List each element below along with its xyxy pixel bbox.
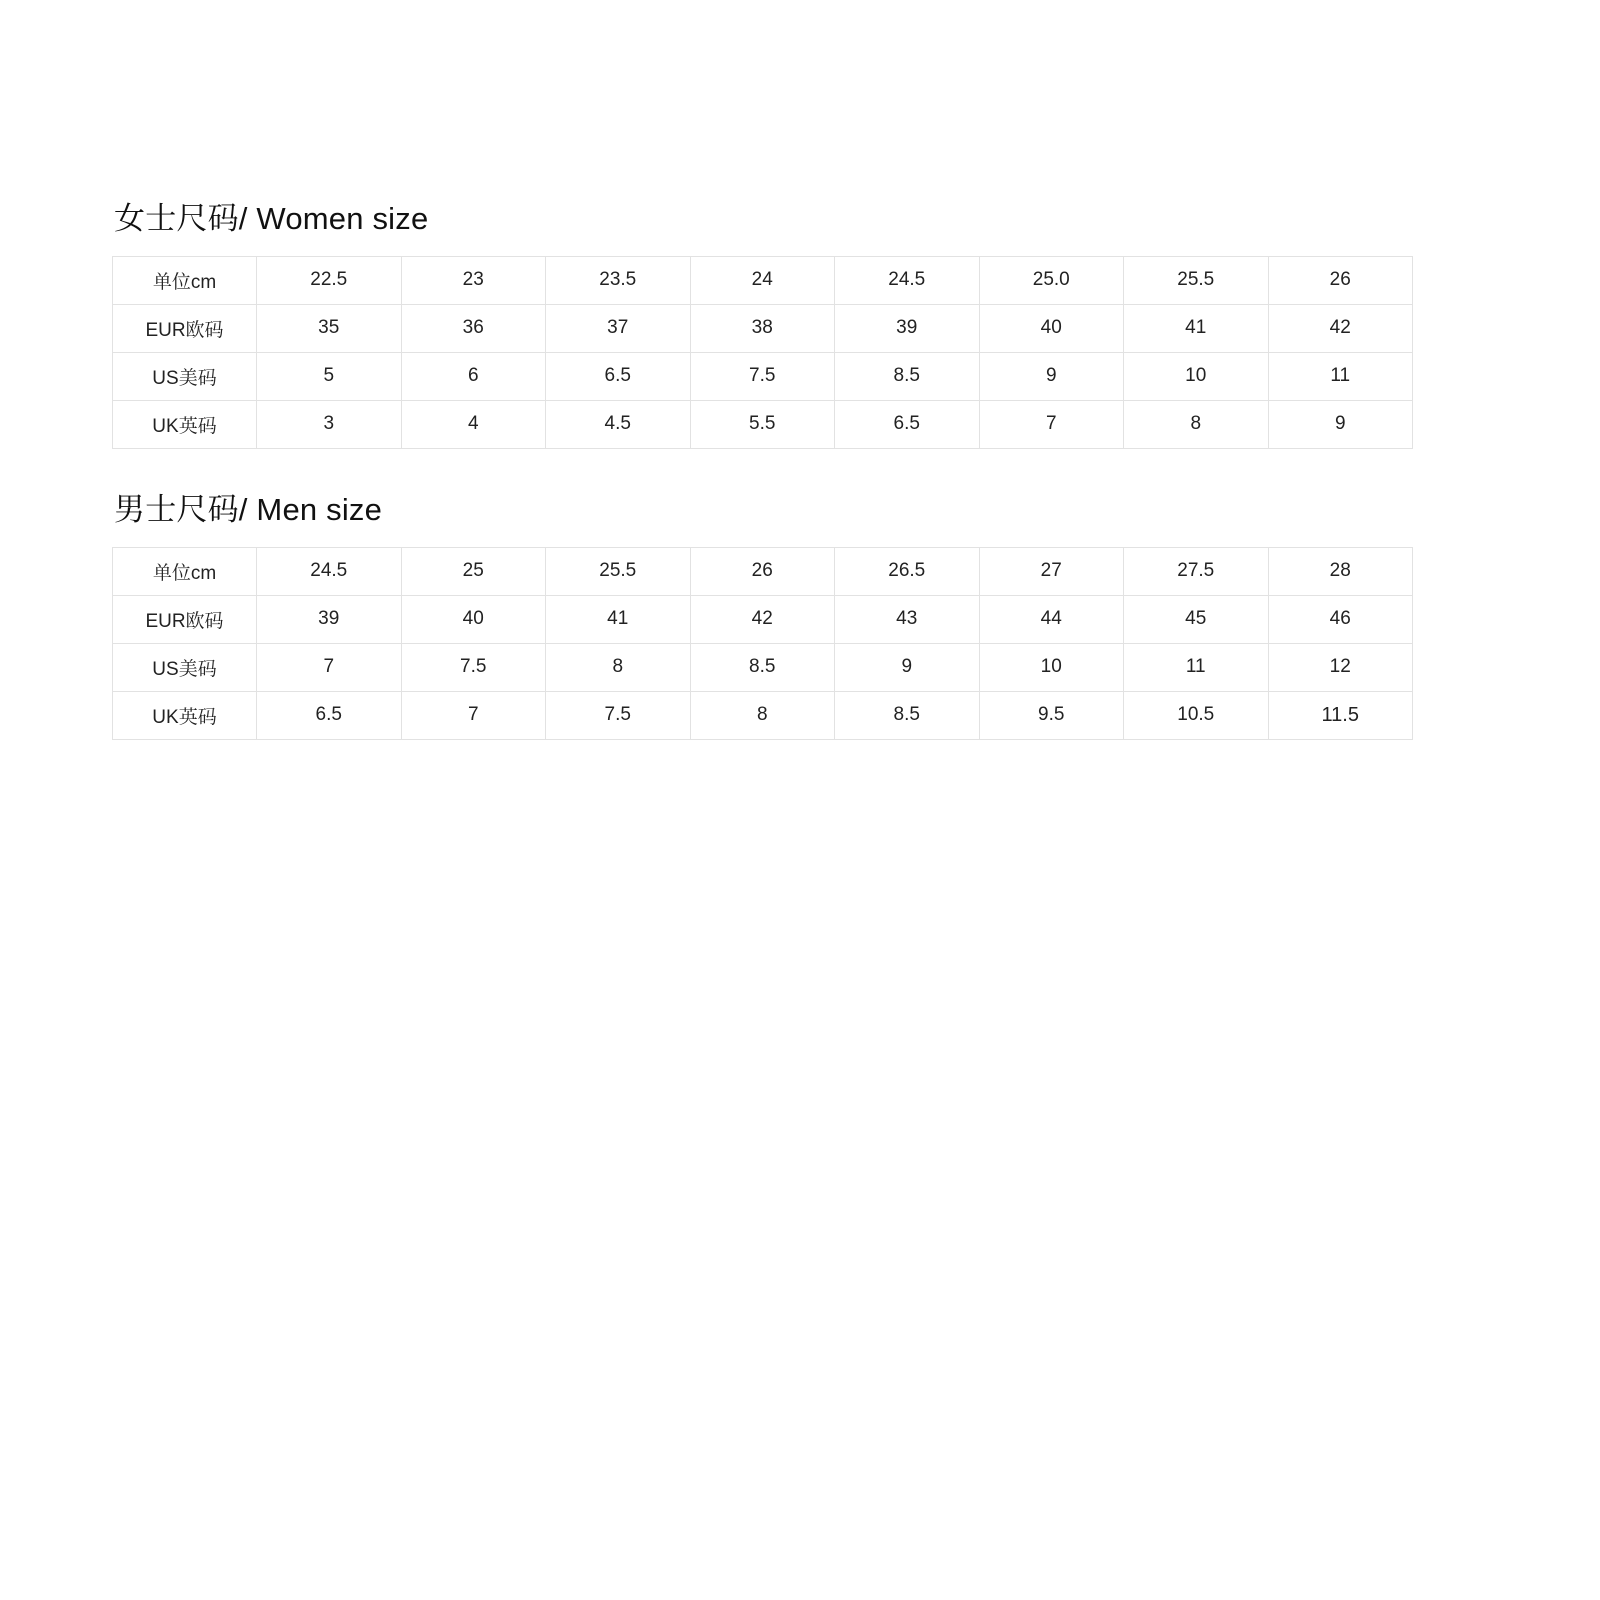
cell: 6.5 <box>257 691 402 739</box>
cell: 22.5 <box>257 256 402 304</box>
table-row <box>113 400 1413 448</box>
cell: 40 <box>401 595 546 643</box>
cell: 43 <box>835 595 980 643</box>
cell: 7 <box>257 643 402 691</box>
row-label: 单位cm <box>113 256 257 304</box>
cell: 45 <box>1124 595 1269 643</box>
cell: 9 <box>835 643 980 691</box>
cell: 42 <box>1268 304 1413 352</box>
cell: 26.5 <box>835 547 980 595</box>
cell: 25.0 <box>979 256 1124 304</box>
row-label: EUR欧码 <box>113 304 257 352</box>
cell: 25.5 <box>1124 256 1269 304</box>
table-row <box>113 256 1413 304</box>
cell: 5 <box>257 352 402 400</box>
cell: 11 <box>1268 352 1413 400</box>
women-size-title: 女士尺码/ Women size <box>114 201 429 236</box>
women-size-section <box>112 200 1412 449</box>
table-row <box>113 643 1413 691</box>
cell: 7.5 <box>690 352 835 400</box>
cell: 38 <box>690 304 835 352</box>
cell: 28 <box>1268 547 1413 595</box>
row-label: US美码 <box>113 643 257 691</box>
cell: 10 <box>1124 352 1269 400</box>
cell: 40 <box>979 304 1124 352</box>
cell: 37 <box>546 304 691 352</box>
cell: 36 <box>401 304 546 352</box>
cell: 41 <box>546 595 691 643</box>
cell: 11.5 <box>1268 691 1413 739</box>
cell: 7 <box>979 400 1124 448</box>
cell: 10.5 <box>1124 691 1269 739</box>
row-label: 单位cm <box>113 547 257 595</box>
cell: 39 <box>257 595 402 643</box>
cell: 9 <box>1268 400 1413 448</box>
cell: 24.5 <box>835 256 980 304</box>
cell: 26 <box>690 547 835 595</box>
cell: 9 <box>979 352 1124 400</box>
cell: 24.5 <box>257 547 402 595</box>
table-row <box>113 304 1413 352</box>
cell: 24 <box>690 256 835 304</box>
row-label: EUR欧码 <box>113 595 257 643</box>
cell: 10 <box>979 643 1124 691</box>
cell: 6.5 <box>546 352 691 400</box>
cell: 4 <box>401 400 546 448</box>
cell: 23.5 <box>546 256 691 304</box>
cell: 6 <box>401 352 546 400</box>
cell: 4.5 <box>546 400 691 448</box>
cell: 11 <box>1124 643 1269 691</box>
cell: 6.5 <box>835 400 980 448</box>
cell: 25 <box>401 547 546 595</box>
cell: 8.5 <box>690 643 835 691</box>
cell: 23 <box>401 256 546 304</box>
cell: 9.5 <box>979 691 1124 739</box>
cell: 44 <box>979 595 1124 643</box>
cell: 39 <box>835 304 980 352</box>
cell: 8.5 <box>835 352 980 400</box>
cell: 7 <box>401 691 546 739</box>
table-row <box>113 691 1413 739</box>
row-label: UK英码 <box>113 400 257 448</box>
cell: 8.5 <box>835 691 980 739</box>
cell: 27 <box>979 547 1124 595</box>
table-row <box>113 547 1413 595</box>
men-size-table <box>112 547 1413 740</box>
row-label: US美码 <box>113 352 257 400</box>
women-size-table <box>112 256 1413 449</box>
table-row <box>113 595 1413 643</box>
cell: 8 <box>546 643 691 691</box>
cell: 27.5 <box>1124 547 1269 595</box>
cell: 35 <box>257 304 402 352</box>
cell: 5.5 <box>690 400 835 448</box>
row-label: UK英码 <box>113 691 257 739</box>
cell: 8 <box>1124 400 1269 448</box>
cell: 26 <box>1268 256 1413 304</box>
cell: 3 <box>257 400 402 448</box>
cell: 8 <box>690 691 835 739</box>
cell: 46 <box>1268 595 1413 643</box>
cell: 25.5 <box>546 547 691 595</box>
table-row <box>113 352 1413 400</box>
men-size-title: 男士尺码/ Men size <box>114 491 383 527</box>
cell: 7.5 <box>546 691 691 739</box>
cell: 42 <box>690 595 835 643</box>
cell: 7.5 <box>401 643 546 691</box>
men-size-section <box>112 491 1412 740</box>
cell: 12 <box>1268 643 1413 691</box>
cell: 41 <box>1124 304 1269 352</box>
